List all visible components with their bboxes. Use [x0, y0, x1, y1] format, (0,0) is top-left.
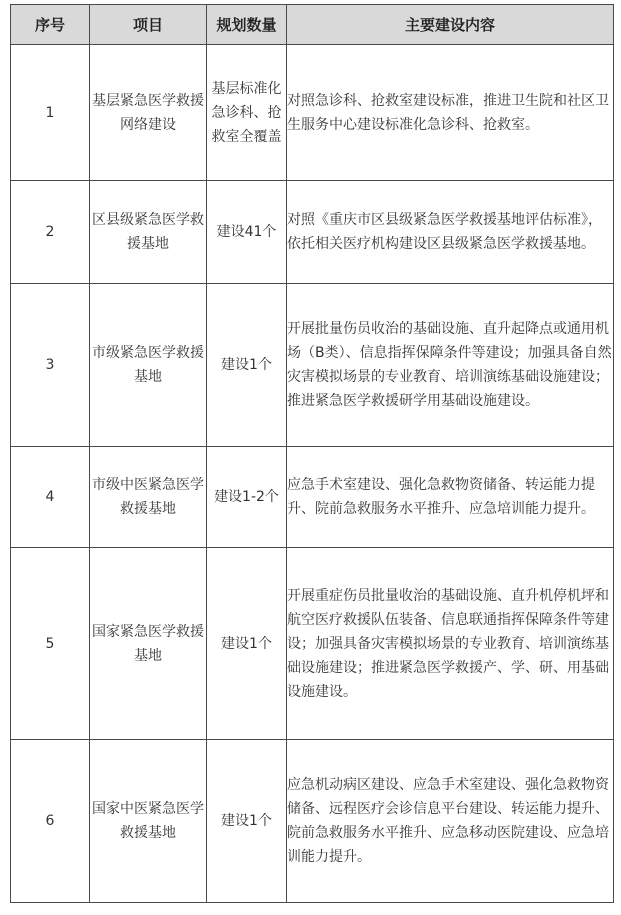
row-content: 对照《重庆市区县级紧急医学救援基地评估标准》，依托相关医疗机构建设区县级紧急医学救援基地。 [287, 181, 614, 284]
header-no: 序号 [11, 5, 90, 45]
row-no: 4 [11, 447, 90, 548]
row-content: 应急机动病区建设、应急手术室建设、强化急救物资储备、远程医疗会诊信息平台建设、转运能力提升、院前急救服务水平推升、应急移动医院建设、应急培训能力提升。 [287, 740, 614, 903]
table-row [11, 181, 614, 284]
table-row [11, 284, 614, 447]
row-quantity: 建设1个 [207, 284, 287, 447]
row-content: 应急手术室建设、强化急救物资储备、转运能力提升、院前急救服务水平推升、应急培训能力提升。 [287, 447, 614, 548]
row-quantity: 基层标准化急诊科、抢救室全覆盖 [207, 45, 287, 181]
row-item: 基层紧急医学救援网络建设 [90, 45, 207, 181]
table-row [11, 447, 614, 548]
row-no: 1 [11, 45, 90, 181]
row-no: 3 [11, 284, 90, 447]
row-content: 对照急诊科、抢救室建设标准，推进卫生院和社区卫生服务中心建设标准化急诊科、抢救室。 [287, 45, 614, 181]
row-item: 国家中医紧急医学救援基地 [90, 740, 207, 903]
row-item: 市级紧急医学救援基地 [90, 284, 207, 447]
row-no: 5 [11, 548, 90, 740]
row-quantity: 建设1个 [207, 548, 287, 740]
row-no: 2 [11, 181, 90, 284]
header-content: 主要建设内容 [287, 5, 614, 45]
row-content: 开展重症伤员批量收治的基础设施、直升机停机坪和航空医疗救援队伍装备、信息联通指挥保障条件等建设；加强具备灾害模拟场景的专业教育、培训演练基础设施建设；推进紧急医学救援产、学、研、用基础设施建设。 [287, 548, 614, 740]
table-row [11, 45, 614, 181]
row-item: 市级中医紧急医学救援基地 [90, 447, 207, 548]
row-item: 国家紧急医学救援基地 [90, 548, 207, 740]
table-row [11, 740, 614, 903]
header-quantity: 规划数量 [207, 5, 287, 45]
row-quantity: 建设1-2个 [207, 447, 287, 548]
header-item: 项目 [90, 5, 207, 45]
table-row [11, 548, 614, 740]
row-quantity: 建设1个 [207, 740, 287, 903]
row-no: 6 [11, 740, 90, 903]
row-quantity: 建设41个 [207, 181, 287, 284]
construction-plan-table [10, 4, 614, 903]
row-content: 开展批量伤员收治的基础设施、直升起降点或通用机场（B类）、信息指挥保障条件等建设；加强具备自然灾害模拟场景的专业教育、培训演练基础设施建设；推进紧急医学救援研学用基础设施建设。 [287, 284, 614, 447]
table-header-row [11, 5, 614, 45]
row-item: 区县级紧急医学救援基地 [90, 181, 207, 284]
